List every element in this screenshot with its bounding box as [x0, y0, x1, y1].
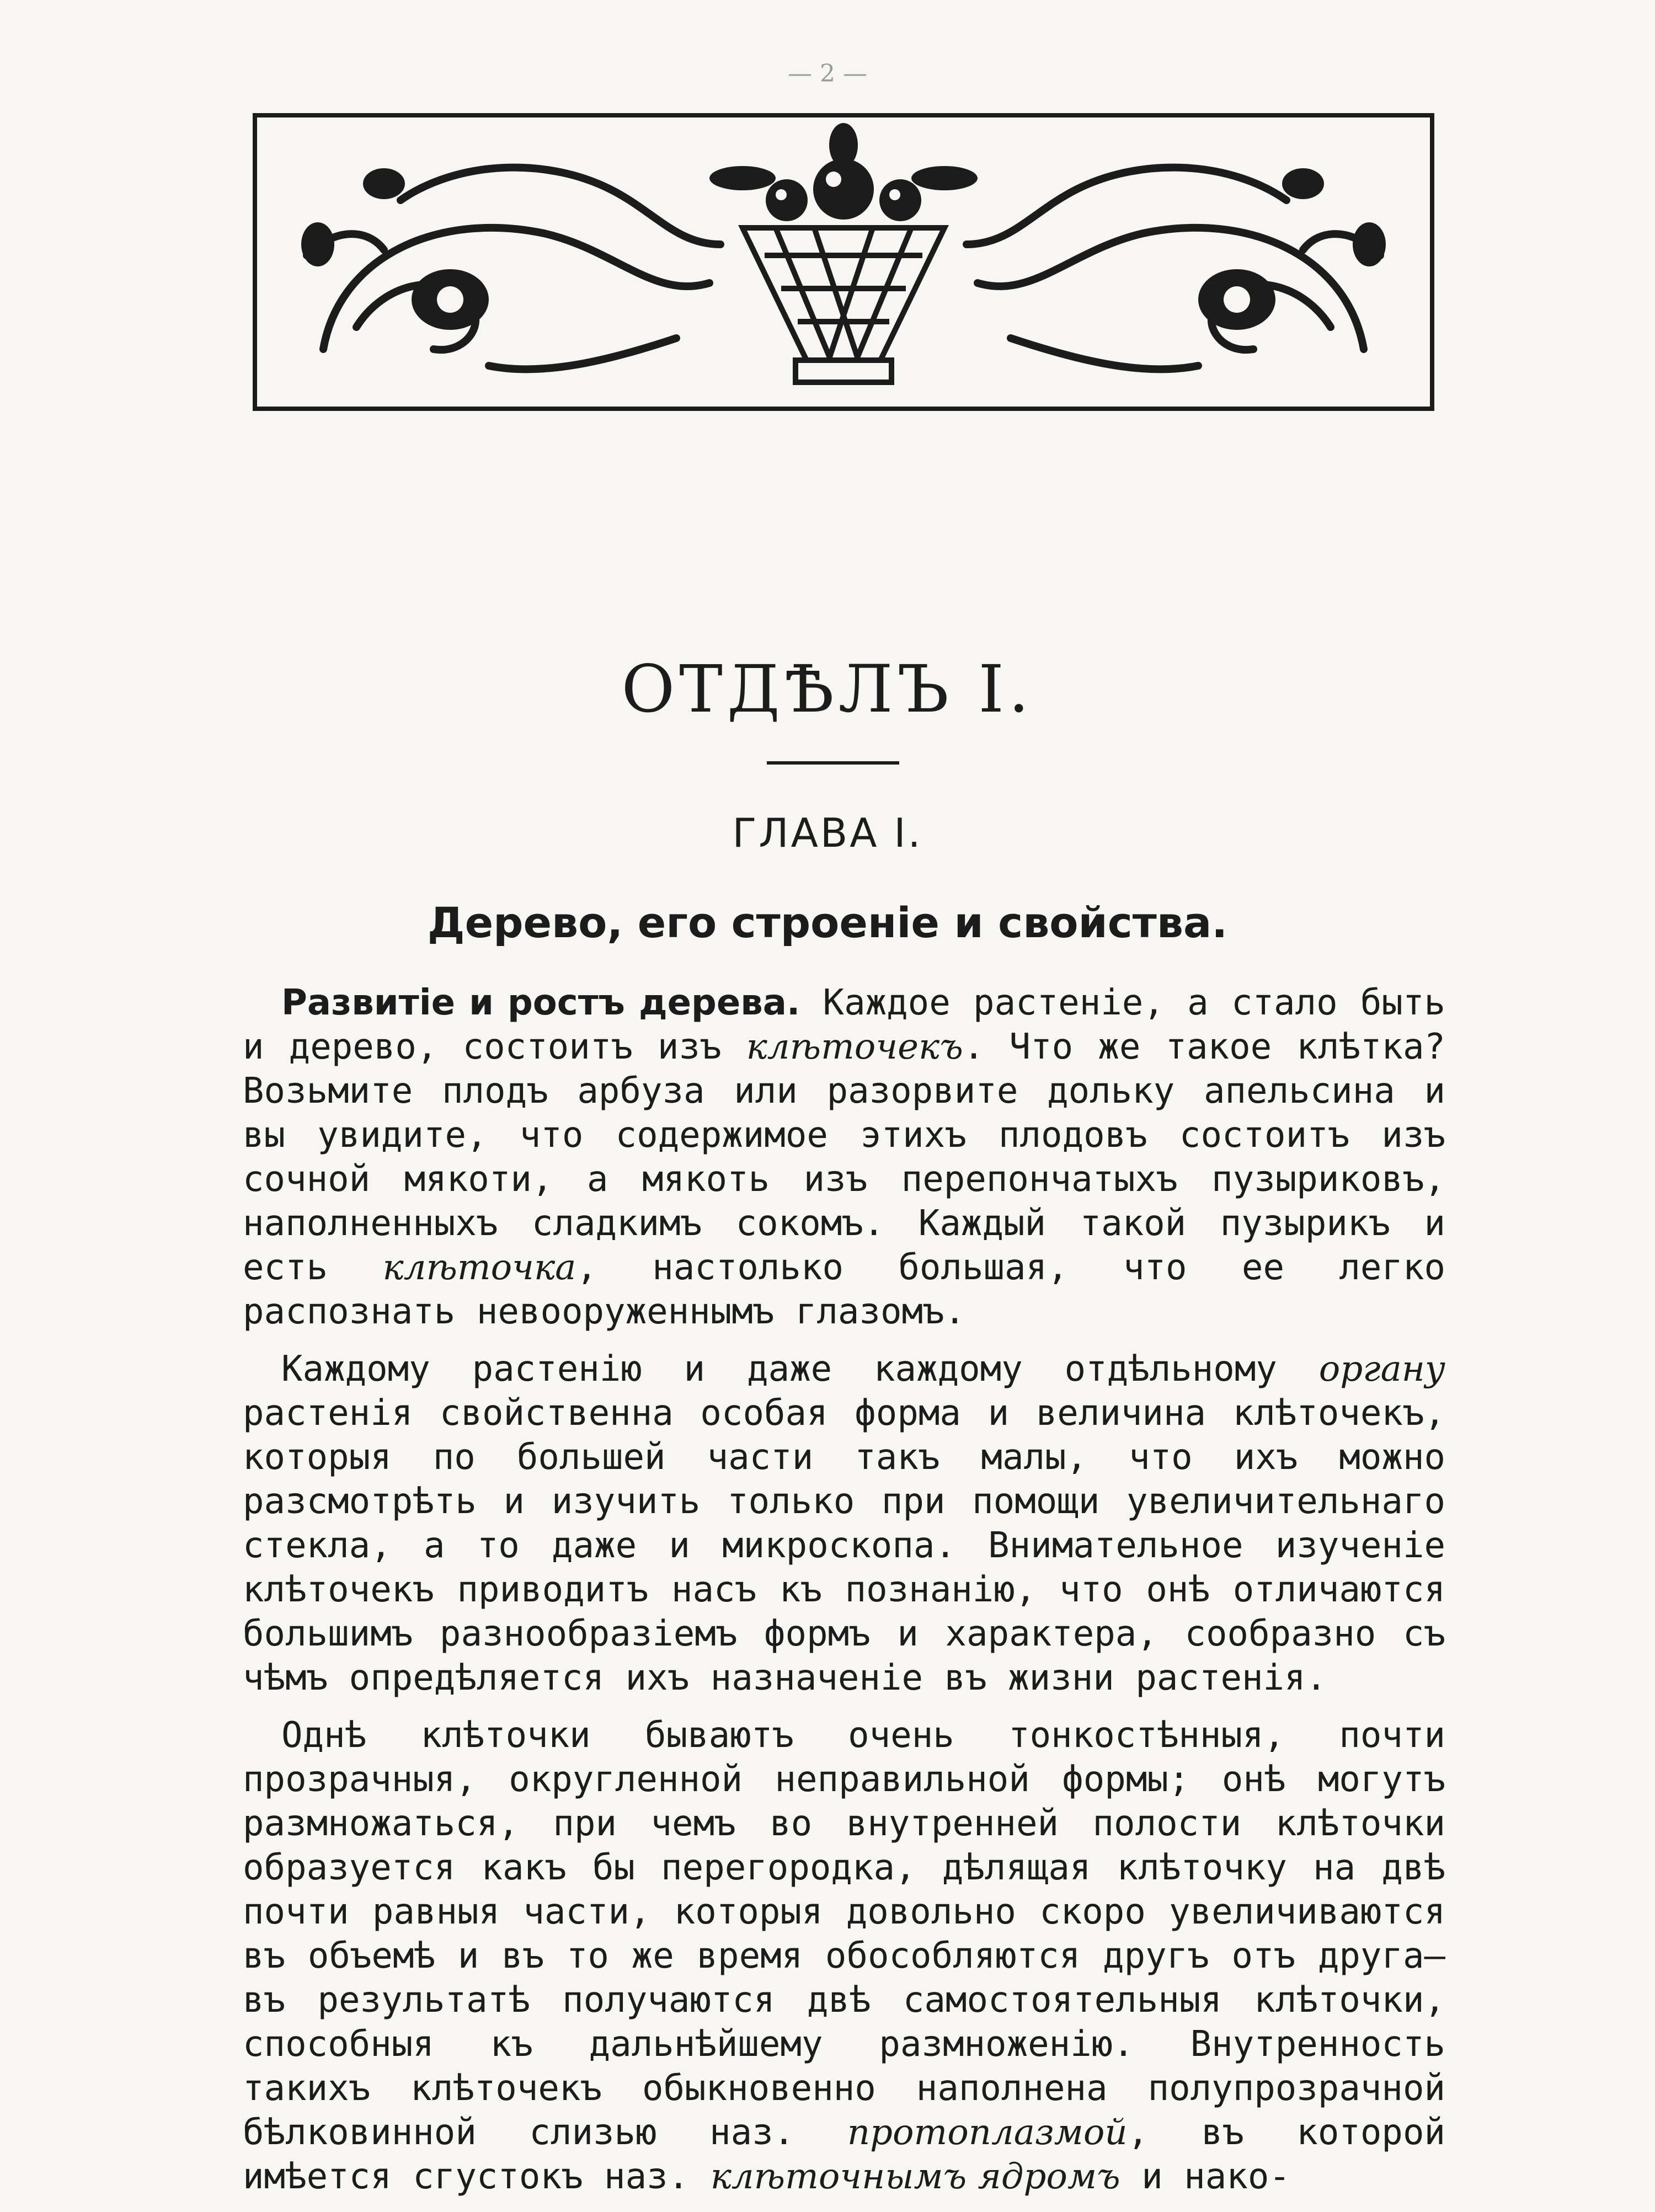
paragraph-text: , настолько большая, что ее легко распознать невооруженнымъ глазомъ. [243, 1247, 1445, 1332]
floral-basket-ornament-icon [257, 117, 1430, 407]
paragraph-text: Однѣ клѣточки бываютъ очень тонкостѣнныя, почти прозрачныя, округленной неправильной формы; онѣ могутъ размножаться, при чемъ во внутренней полости клѣточки образуется какъ бы перегородка, дѣлящая клѣточку на двѣ почти равныя части, которыя довольно скоро увеличиваются въ объемѣ и въ то же время обособляются другъ отъ друга—въ результатѣ получаются двѣ самостоятельныя клѣточки, способныя къ дальнѣйшему размноженію. Внутренность такихъ клѣточекъ обыкновенно наполнена полупрозрачной бѣлковинной слизью наз. [243, 1715, 1445, 2153]
paragraph-text: Каждое растеніе, а стало быть и дерево, состоитъ изъ [243, 982, 1446, 1067]
section-divider [767, 761, 899, 765]
italic-term: клѣточекъ [746, 1027, 963, 1067]
paragraph-text: . Что же такое клѣтка? Возьмите плодъ арбуза или разорвите дольку апельсина и вы увидите, что содержимое этихъ плодовъ состоитъ изъ сочной мякоти, а мякоть изъ перепончатыхъ пузыриковъ, наполненныхъ сладкимъ сокомъ. Каждый такой пузырикъ и есть [243, 1027, 1445, 1288]
italic-term: клѣточнымъ ядромъ [710, 2156, 1120, 2197]
paragraph-2 [243, 1347, 1445, 1700]
body-text [243, 981, 1445, 2212]
paragraph-3 [243, 1713, 1445, 2199]
paragraph-1 [243, 981, 1445, 1334]
italic-term: органу [1318, 1349, 1445, 1390]
paragraph-text: и нако- [1120, 2156, 1290, 2197]
paragraph-text: растенія свойственна особая форма и величина клѣточекъ, которыя по большей части такъ малы, что ихъ можно разсмотрѣть и изучить только при помощи увеличительнаго стекла, а то даже и микроскопа. Внимательное изученіе клѣточекъ приводитъ насъ къ познанію, что онѣ отличаются большимъ разнообразіемъ формъ и характера, сообразно съ чѣмъ опредѣляется ихъ назначеніе въ жизни растенія. [243, 1393, 1445, 1698]
paragraph-text: , въ которой имѣется сгустокъ наз. [243, 2112, 1446, 2197]
paragraph-text: Каждому растенію и даже каждому отдѣльному [281, 1349, 1319, 1390]
italic-term: протоплазмой [847, 2112, 1128, 2153]
italic-term: клѣточка [382, 1247, 576, 1288]
section-title: ОТДѢЛЪ I. [621, 651, 1034, 727]
page-number: — 2 — [788, 60, 867, 88]
chapter-title: ГЛАВА I. [732, 810, 923, 856]
paragraph-lead: Развитіе и ростъ дерева. [281, 982, 800, 1023]
ornamental-headpiece [253, 113, 1434, 411]
chapter-subtitle: Дерево, его строеніе и свойства. [427, 898, 1228, 947]
